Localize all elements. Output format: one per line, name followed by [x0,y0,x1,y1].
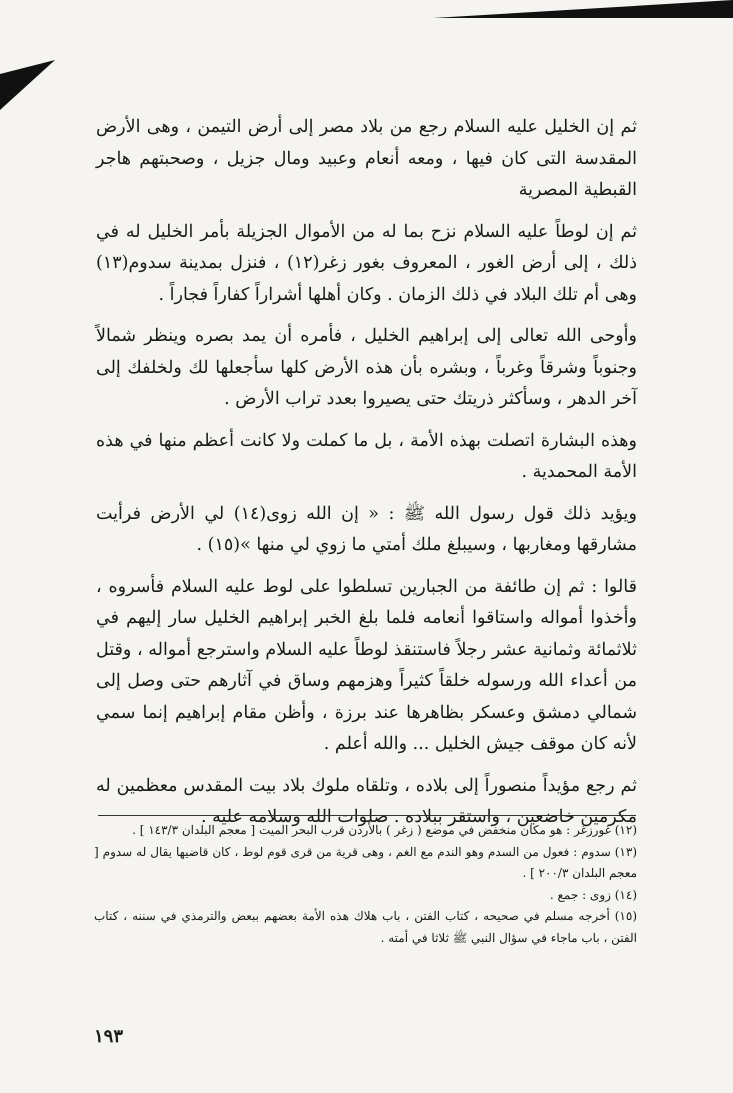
paragraph-1: ثم إن الخليل عليه السلام رجع من بلاد مصر إلى أرض التيمن ، وهى الأرض المقدسة التى كان فيها ، ومعه أنعام وعبيد ومال جزيل ، وصحبتهم هاجر القبطية المصرية [96,117,637,200]
scan-shadow-top [433,0,733,18]
paragraph-4: وهذه البشارة اتصلت بهذه الأمة ، بل ما كملت ولا كانت أعظم منها في هذه الأمة المحمدية . [96,430,637,482]
main-text [96,112,637,844]
paragraph-2: ثم إن لوطاً عليه السلام نزح بما له من الأموال الجزيلة بأمر الخليل له في ذلك ، إلى أرض الغور ، المعروف بغور زغر(١٢) ، فنزل بمدينة سدوم(١٣) وهى أم تلك البلاد في ذلك الزمان . وكان أهلها أشراراً كفاراً فجاراً . [96,221,637,305]
paragraph-6: قالوا : ثم إن طائفة من الجبارين تسلطوا على لوط عليه السلام فأسروه ، وأخذوا أمواله واستاقوا أنعامه فلما بلغ الخبر إبراهيم الخليل سار إليهم في ثلاثمائة وثمانية عشر رجلاً فاستنقذ لوطاً عليه السلام واسترجع أمواله ، وقتل من أعداء الله ورسوله خلقاً كثيراً وهزمهم وساق في آثارهم حتى وصل إلى شمالي دمشق وعسكر بظاهرها عند برزة ، وأظن مقام إبراهيم إنما سمي لأنه كان موقف جيش الخليل ... والله أعلم . [96,576,637,754]
footnote-13: (١٣) سدوم : فعول من السدم وهو الندم مع الغم ، وهى قرية من قرى قوم لوط ، كان قاضيها يقال له سدوم [ معجم البلدان ٢٠٠/٣ ] . [94,844,637,880]
footnote-12: (١٢) غورزغر : هو مكان منخفض في موضع ( زغر ) بالأردن قرب البحر الميت [ معجم البلدان ١٤٣/٣ ] . [132,823,637,837]
footnotes [94,820,637,949]
scan-shadow-corner [0,60,60,110]
paragraph-3: وأوحى الله تعالى إلى إبراهيم الخليل ، فأمره أن يمد بصره وينظر شمالاً وجنوباً وشرقاً وغرباً ، وبشره بأن هذه الأرض كلها سأجعلها لك ولخلفك إلى آخر الدهر ، وسأكثر ذريتك حتى يصيروا بعدد تراب الأرض . [96,326,637,409]
footnote-divider [98,815,636,816]
footnote-15: (١٥) أخرجه مسلم في صحيحه ، كتاب الفتن ، باب هلاك هذه الأمة بعضهم ببعض والترمذي في سننه ، كتاب الفتن ، باب ماجاء في سؤال النبي ﷺ ثلاثا في أمته . [94,909,637,945]
page-number: ١٩٣ [94,1026,124,1047]
paragraph-5: ويؤيد ذلك قول رسول الله ﷺ : « إن الله زوى(١٤) لي الأرض فرأيت مشارقها ومغاربها ، وسيبلغ ملك أمتي ما زوي لي منها »(١٥) . [96,503,637,555]
footnote-14: (١٤) زوى : جمع . [549,887,637,902]
paragraph-7: ثم رجع مؤيداً منصوراً إلى بلاده ، وتلقاه ملوك بلاد بيت المقدس معظمين له مكرمين خاضعين ، واستقر ببلاده . صلوات الله وسلامه عليه . [96,775,637,827]
